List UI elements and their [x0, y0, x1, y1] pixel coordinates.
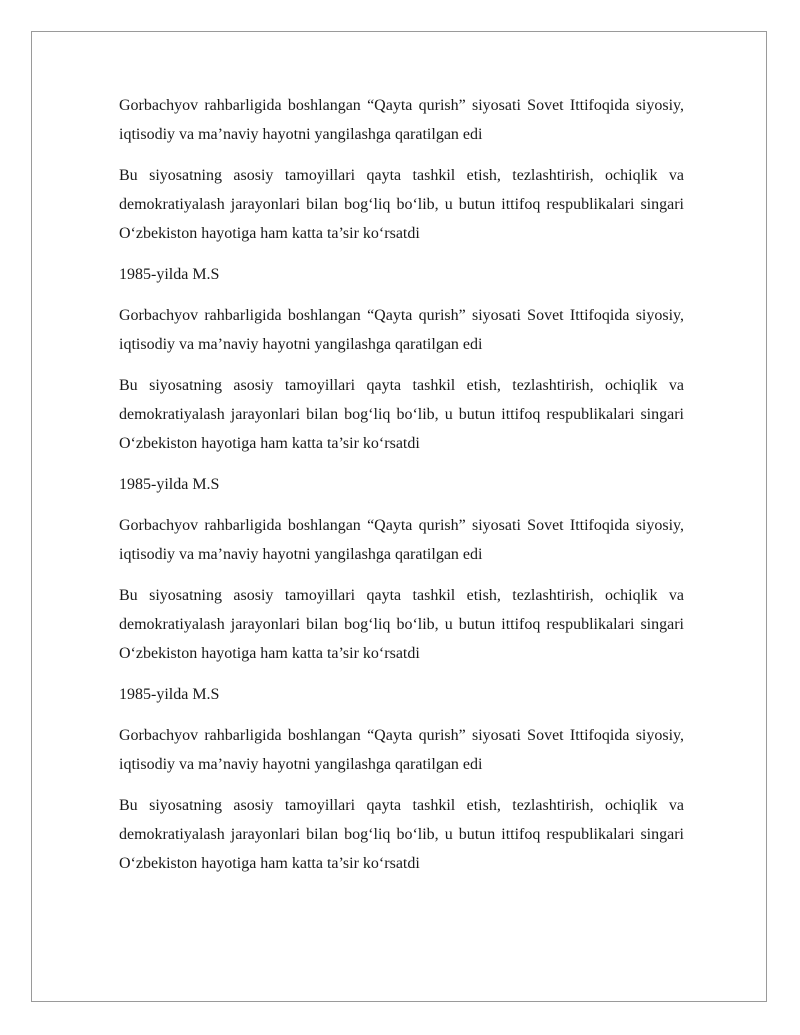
- paragraph: Bu siyosatning asosiy tamoyillari qayta tashkil etish, tezlashtirish, ochiqlik va demokratiyalash jarayonlari bilan bog‘liq bo‘lib, u butun ittifoq respublikalari singari O‘zbekiston hayotiga ham katta ta’sir ko‘rsatdi: [119, 167, 684, 242]
- paragraph: 1985-yilda M.S: [119, 266, 220, 283]
- paragraph: Bu siyosatning asosiy tamoyillari qayta tashkil etish, tezlashtirish, ochiqlik va demokratiyalash jarayonlari bilan bog‘liq bo‘lib, u butun ittifoq respublikalari singari O‘zbekiston hayotiga ham katta ta’sir ko‘rsatdi: [119, 587, 684, 662]
- paragraph: Bu siyosatning asosiy tamoyillari qayta tashkil etish, tezlashtirish, ochiqlik va demokratiyalash jarayonlari bilan bog‘liq bo‘lib, u butun ittifoq respublikalari singari O‘zbekiston hayotiga ham katta ta’sir ko‘rsatdi: [119, 797, 684, 872]
- paragraph: 1985-yilda M.S: [119, 476, 220, 493]
- document-page: [31, 31, 767, 1002]
- document-body: [119, 91, 684, 890]
- paragraph: Gorbachyov rahbarligida boshlangan “Qayta qurish” siyosati Sovet Ittifoqida siyosiy, iqtisodiy va ma’naviy hayotni yangilashga qaratilgan edi: [119, 727, 684, 773]
- paragraph: Gorbachyov rahbarligida boshlangan “Qayta qurish” siyosati Sovet Ittifoqida siyosiy, iqtisodiy va ma’naviy hayotni yangilashga qaratilgan edi: [119, 97, 684, 143]
- paragraph: Bu siyosatning asosiy tamoyillari qayta tashkil etish, tezlashtirish, ochiqlik va demokratiyalash jarayonlari bilan bog‘liq bo‘lib, u butun ittifoq respublikalari singari O‘zbekiston hayotiga ham katta ta’sir ko‘rsatdi: [119, 377, 684, 452]
- paragraph: 1985-yilda M.S: [119, 686, 220, 703]
- paragraph: Gorbachyov rahbarligida boshlangan “Qayta qurish” siyosati Sovet Ittifoqida siyosiy, iqtisodiy va ma’naviy hayotni yangilashga qaratilgan edi: [119, 517, 684, 563]
- paragraph: Gorbachyov rahbarligida boshlangan “Qayta qurish” siyosati Sovet Ittifoqida siyosiy, iqtisodiy va ma’naviy hayotni yangilashga qaratilgan edi: [119, 307, 684, 353]
